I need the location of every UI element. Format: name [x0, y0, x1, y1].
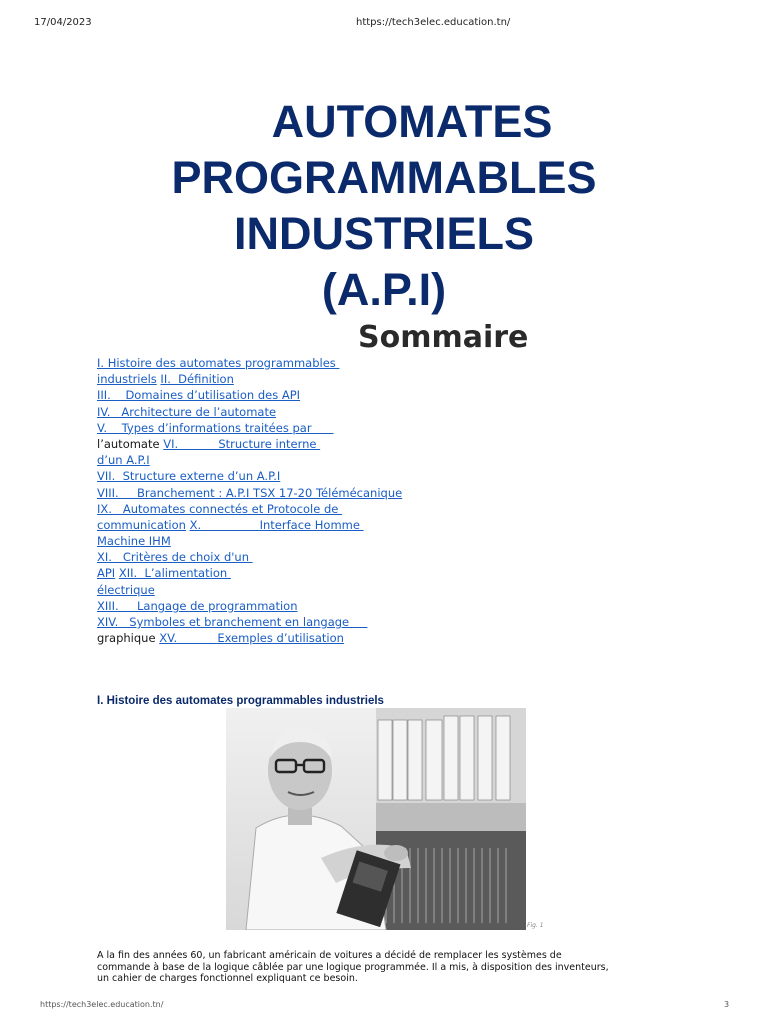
- paragraph-line: A la fin des années 60, un fabricant américain de voitures a décidé de remplacer les systèmes de: [97, 950, 562, 961]
- paragraph-line: un cahier de charges fonctionnel expliquant ce besoin.: [97, 973, 358, 984]
- toc-line: [97, 501, 437, 517]
- page-number: 3: [724, 1000, 730, 1009]
- historical-photo: [226, 708, 526, 930]
- toc-heading: Sommaire: [358, 320, 529, 355]
- title-line: PROGRAMMABLES: [171, 152, 597, 203]
- toc-text: l’automate: [97, 436, 164, 451]
- toc-link[interactable]: II. Définition: [160, 372, 234, 387]
- toc-link[interactable]: X. Interface Homme: [189, 517, 364, 532]
- toc-line: [97, 485, 437, 501]
- table-of-contents: [97, 355, 437, 646]
- toc-line: [97, 436, 437, 452]
- toc-line: [97, 355, 437, 371]
- toc-link[interactable]: communication: [97, 517, 186, 532]
- toc-line: [97, 533, 437, 549]
- toc-line: [97, 371, 437, 387]
- toc-line: [97, 565, 437, 581]
- toc-text: graphique: [97, 631, 160, 646]
- toc-line: [97, 452, 437, 468]
- toc-link[interactable]: d’un A.P.I: [97, 453, 150, 468]
- toc-link[interactable]: industriels: [97, 372, 157, 387]
- toc-line: [97, 404, 437, 420]
- print-url: https://tech3elec.education.tn/: [356, 17, 511, 28]
- toc-link[interactable]: III. Domaines d’utilisation des API: [97, 388, 301, 403]
- toc-line: [97, 387, 437, 403]
- title-line: INDUSTRIELS: [233, 208, 534, 259]
- toc-line: [97, 420, 437, 436]
- title-line: AUTOMATES: [271, 96, 553, 147]
- toc-link[interactable]: XI. Critères de choix d'un: [97, 550, 253, 565]
- figure-caption: Fig. 1: [527, 922, 544, 929]
- toc-link[interactable]: I. Histoire des automates programmables: [97, 356, 340, 370]
- toc-line: [97, 614, 437, 630]
- toc-link[interactable]: IX. Automates connectés et Protocole de: [97, 501, 342, 516]
- toc-link[interactable]: VI. Structure interne: [163, 436, 321, 451]
- print-date: 17/04/2023: [34, 17, 92, 28]
- toc-link[interactable]: VII. Structure externe d’un A.P.I: [97, 469, 281, 484]
- title-line: (A.P.I): [321, 264, 447, 315]
- toc-link[interactable]: XII. L’alimentation: [118, 566, 231, 581]
- intro-paragraph: [97, 950, 677, 985]
- paragraph-line: commande à base de la logique câblée par une logique programmée. Il a mis, à disposition des inventeurs,: [97, 961, 609, 973]
- toc-link[interactable]: V. Types d’informations traitées par: [97, 420, 334, 435]
- toc-link[interactable]: VIII. Branchement : A.P.I TSX 17-20 Télémécanique: [97, 485, 403, 500]
- toc-link[interactable]: Machine IHM: [97, 534, 171, 549]
- document-title: [0, 94, 768, 318]
- toc-link[interactable]: XV. Exemples d’utilisation: [159, 631, 344, 646]
- toc-line: [97, 517, 437, 533]
- toc-line: [97, 630, 437, 646]
- toc-link[interactable]: XIV. Symboles et branchement en langage: [97, 615, 368, 629]
- toc-link[interactable]: XIII. Langage de programmation: [97, 598, 298, 613]
- toc-link[interactable]: API: [97, 566, 116, 581]
- section-heading: I. Histoire des automates programmables industriels: [97, 695, 384, 707]
- toc-link[interactable]: électrique: [97, 582, 155, 597]
- toc-line: [97, 582, 437, 598]
- footer-url: https://tech3elec.education.tn/: [40, 1000, 164, 1009]
- toc-link[interactable]: IV. Architecture de l’automate: [97, 404, 277, 419]
- toc-line: [97, 598, 437, 614]
- toc-line: [97, 549, 437, 565]
- toc-line: [97, 468, 437, 484]
